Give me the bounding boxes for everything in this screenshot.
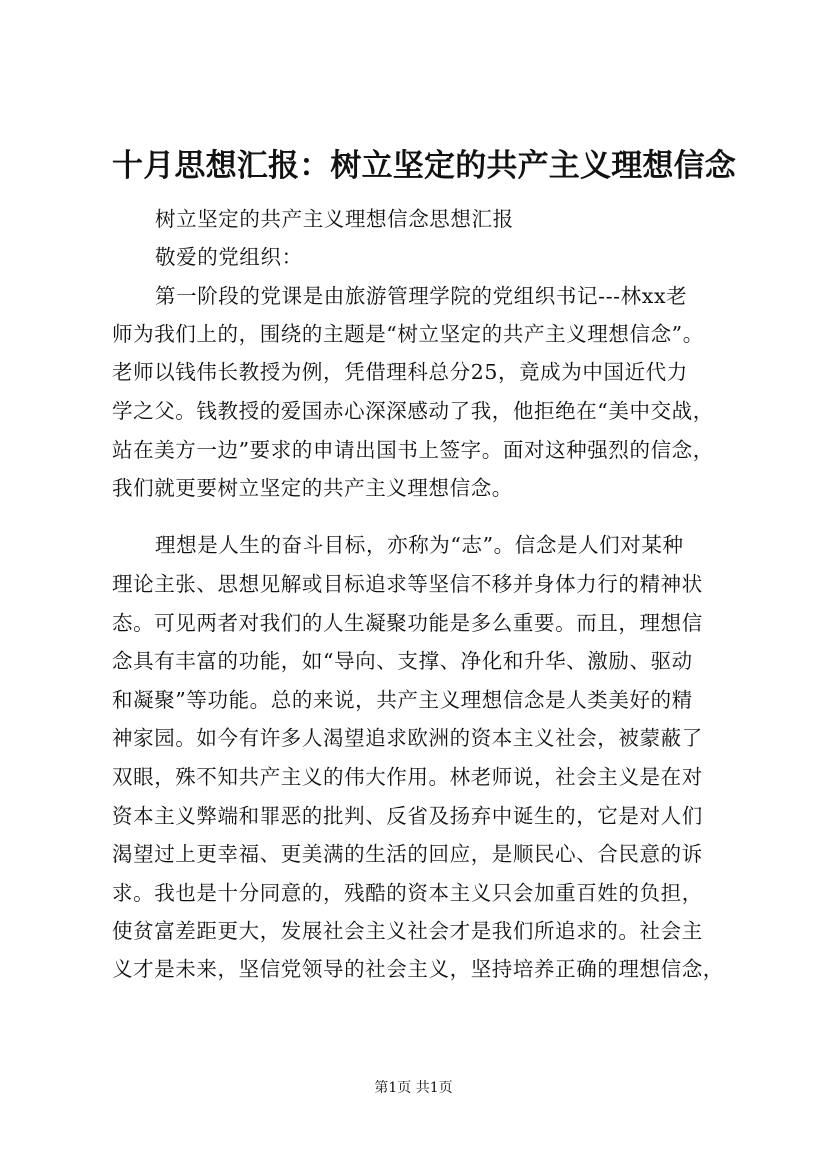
paragraph2-line: 义才是未来，坚信党领导的社会主义，坚持培养正确的理想信念， xyxy=(112,957,724,981)
paragraph1-line: 第一阶段的党课是由旅游管理学院的党组织书记---林xx老 xyxy=(155,284,688,308)
salutation: 敬爱的党组织： xyxy=(155,245,303,269)
paragraph1-line: 老师以钱伟长教授为例，凭借理科总分25，竟成为中国近代力 xyxy=(112,360,688,384)
paragraph2-line: 态。可见两者对我们的人生凝聚功能是多么重要。而且，理想信 xyxy=(112,611,703,635)
paragraph2-line: 念具有丰富的功能，如“导向、支撑、净化和升华、激励、驱动 xyxy=(112,649,693,673)
paragraph2-line: 神家园。如今有许多人渴望追求欧洲的资本主义社会，被蒙蔽了 xyxy=(112,726,703,750)
paragraph2-line: 资本主义弊端和罪恶的批判、反省及扬弃中诞生的，它是对人们 xyxy=(112,804,703,828)
document-title: 十月思想汇报：树立坚定的共产主义理想信念 xyxy=(112,148,736,184)
document-subtitle: 树立坚定的共产主义理想信念思想汇报 xyxy=(155,207,514,231)
paragraph2-line: 使贫富差距更大，发展社会主义社会才是我们所追求的。社会主 xyxy=(112,919,703,943)
paragraph1-line: 师为我们上的，围绕的主题是“树立坚定的共产主义理想信念”。 xyxy=(112,322,704,346)
paragraph2-line: 求。我也是十分同意的，残酷的资本主义只会加重百姓的负担， xyxy=(112,881,703,905)
paragraph2-line: 理论主张、思想见解或目标追求等坚信不移并身体力行的精神状 xyxy=(112,572,703,596)
paragraph1-line: 站在美方一边”要求的申请出国书上签字。面对这种强烈的信念， xyxy=(112,438,714,462)
page-footer: 第1页 共1页 xyxy=(374,1080,453,1096)
paragraph2-line: 和凝聚”等功能。总的来说，共产主义理想信念是人类美好的精 xyxy=(112,688,693,712)
paragraph2-line: 双眼，殊不知共产主义的伟大作用。林老师说，社会主义是在对 xyxy=(112,765,703,789)
paragraph1-line: 学之父。钱教授的爱国赤心深深感动了我，他拒绝在“美中交战， xyxy=(112,399,714,423)
paragraph2-line: 理想是人生的奋斗目标，亦称为“志”。信念是人们对某种 xyxy=(155,533,684,557)
paragraph1-line: 我们就更要树立坚定的共产主义理想信念。 xyxy=(112,476,513,500)
paragraph2-line: 渴望过上更幸福、更美满的生活的回应，是顺民心、合民意的诉 xyxy=(112,842,703,866)
